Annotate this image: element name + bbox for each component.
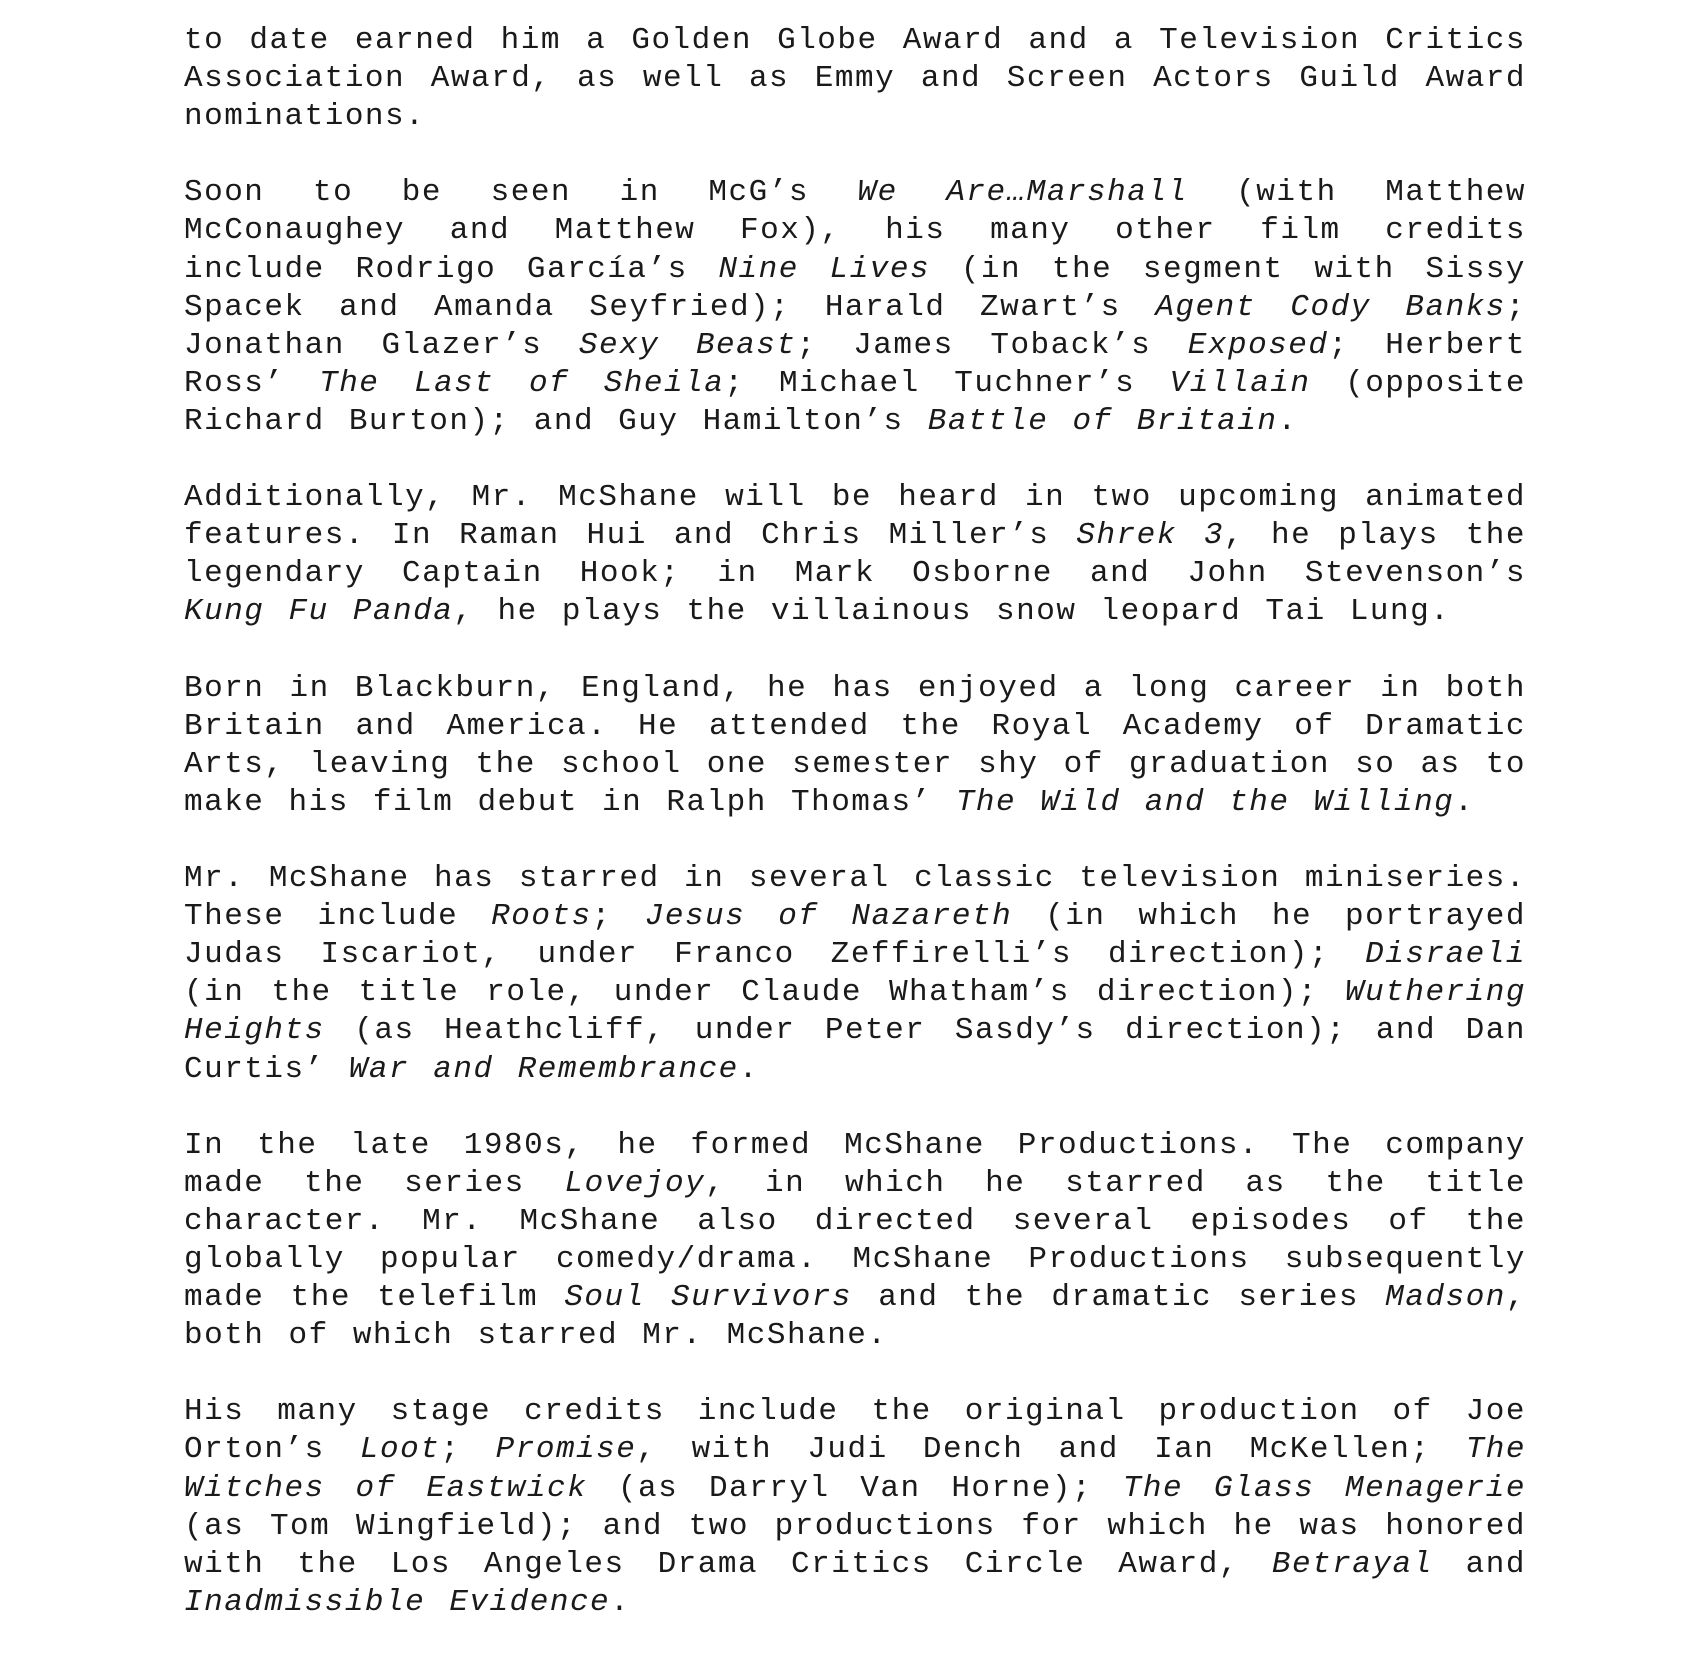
paragraph-animated-features [184, 479, 1526, 631]
text-run: (as Darryl Van Horne); [587, 1470, 1123, 1506]
italic-title: Loot [359, 1432, 441, 1468]
text-run: , he plays the legendary Captain Hook; in Mark Osborne and John Stevenson’s [184, 518, 1526, 592]
paragraph-awards [184, 22, 1526, 136]
italic-title: The Witches of Eastwick [184, 1432, 1526, 1506]
text-run: and [1432, 1546, 1526, 1582]
italic-title: We Are…Marshall [857, 175, 1188, 211]
text-run: . [738, 1051, 759, 1087]
text-run: , he plays the villainous snow leopard Tai Lung. [453, 594, 1451, 630]
italic-title: Inadmissible Evidence [184, 1584, 611, 1620]
italic-title: The Wild and the Willing [955, 784, 1455, 820]
italic-title: Jesus of Nazareth [644, 899, 1013, 935]
italic-title: Roots [491, 899, 592, 935]
italic-title: The Glass Menagerie [1122, 1470, 1526, 1506]
text-run: Born in Blackburn, England, he has enjoyed a long career in both Britain and America. He attended the Royal Academy of Dramatic Arts, leaving the school one semester shy of graduation so as to make his film debut in Ralph Thomas’ [184, 670, 1526, 820]
italic-title: Villain [1169, 365, 1311, 401]
italic-title: Battle of Britain [927, 403, 1278, 439]
text-run: , with Judi Dench and Ian McKellen; [636, 1432, 1466, 1468]
italic-title: The Last of Sheila [319, 365, 725, 401]
italic-title: Shrek 3 [1076, 518, 1224, 554]
text-run: (in which he portrayed Judas Iscariot, under Franco Zeffirelli’s direction); [184, 899, 1526, 973]
italic-title: Lovejoy [564, 1165, 706, 1201]
italic-title: Betrayal [1271, 1546, 1433, 1582]
text-run: (in the segment with Sissy Spacek and Amanda Seyfried); Harald Zwart’s [184, 251, 1526, 325]
italic-title: Sexy Beast [578, 327, 797, 363]
text-run: , in which he starred as the title character. Mr. McShane also directed several episodes of the globally popular comedy/drama. McShane Productions subsequently made the telefilm [184, 1165, 1526, 1316]
italic-title: Wuthering Heights [184, 975, 1526, 1049]
paragraph-production-company [184, 1127, 1526, 1356]
italic-title: Agent Cody Banks [1155, 289, 1506, 325]
text-run: Mr. McShane has starred in several classic television miniseries. These include [184, 861, 1526, 935]
text-run: and the dramatic series [851, 1280, 1386, 1316]
text-run: , both of which starred Mr. McShane. [184, 1280, 1527, 1354]
text-run: His many stage credits include the original production of Joe Orton’s [184, 1394, 1526, 1468]
text-run: (with Matthew McConaughey and Matthew Fox), his many other film credits include Rodrigo García’s [184, 175, 1527, 287]
italic-title: Kung Fu Panda [184, 594, 454, 630]
text-run: (as Heathcliff, under Peter Sasdy’s direction); and Dan Curtis’ [184, 1013, 1526, 1087]
document-page [184, 22, 1526, 1660]
text-run: In the late 1980s, he formed McShane Productions. The company made the series [184, 1127, 1526, 1201]
paragraph-film-credits [184, 174, 1526, 441]
text-run: ; Jonathan Glazer’s [184, 289, 1526, 363]
text-run: (as Tom Wingfield); and two productions for which he was honored with the Los Angeles Drama Critics Circle Award, [184, 1508, 1526, 1582]
paragraph-stage-credits [184, 1393, 1526, 1622]
text-run: ; James Toback’s [796, 327, 1188, 363]
text-run: to date earned him a Golden Globe Award and a Television Critics Association Award, as well as Emmy and Screen Actors Guild Award nominations. [184, 23, 1526, 135]
text-run: ; [591, 899, 645, 935]
italic-title: Promise [495, 1432, 637, 1468]
italic-title: Exposed [1187, 327, 1329, 363]
text-run: . [1454, 784, 1475, 820]
text-run: . [610, 1584, 631, 1620]
italic-title: Soul Survivors [564, 1280, 852, 1316]
text-run: . [1277, 403, 1298, 439]
text-run: ; Michael Tuchner’s [724, 365, 1170, 401]
text-run: (in the title role, under Claude Whatham’s direction); [184, 975, 1346, 1011]
paragraph-early-career [184, 670, 1526, 822]
text-run: ; [440, 1432, 496, 1468]
text-run: ; Herbert Ross’ [184, 327, 1526, 401]
italic-title: Disraeli [1365, 937, 1526, 973]
italic-title: Madson [1385, 1280, 1506, 1316]
text-run: Additionally, Mr. McShane will be heard in two upcoming animated features. In Raman Hui and Chris Miller’s [184, 480, 1526, 554]
paragraph-miniseries [184, 860, 1526, 1089]
text-run: (opposite Richard Burton); and Guy Hamilton’s [184, 365, 1527, 439]
italic-title: War and Remembrance [348, 1051, 739, 1087]
text-run: Soon to be seen in McG’s [184, 175, 858, 211]
italic-title: Nine Lives [718, 251, 931, 287]
